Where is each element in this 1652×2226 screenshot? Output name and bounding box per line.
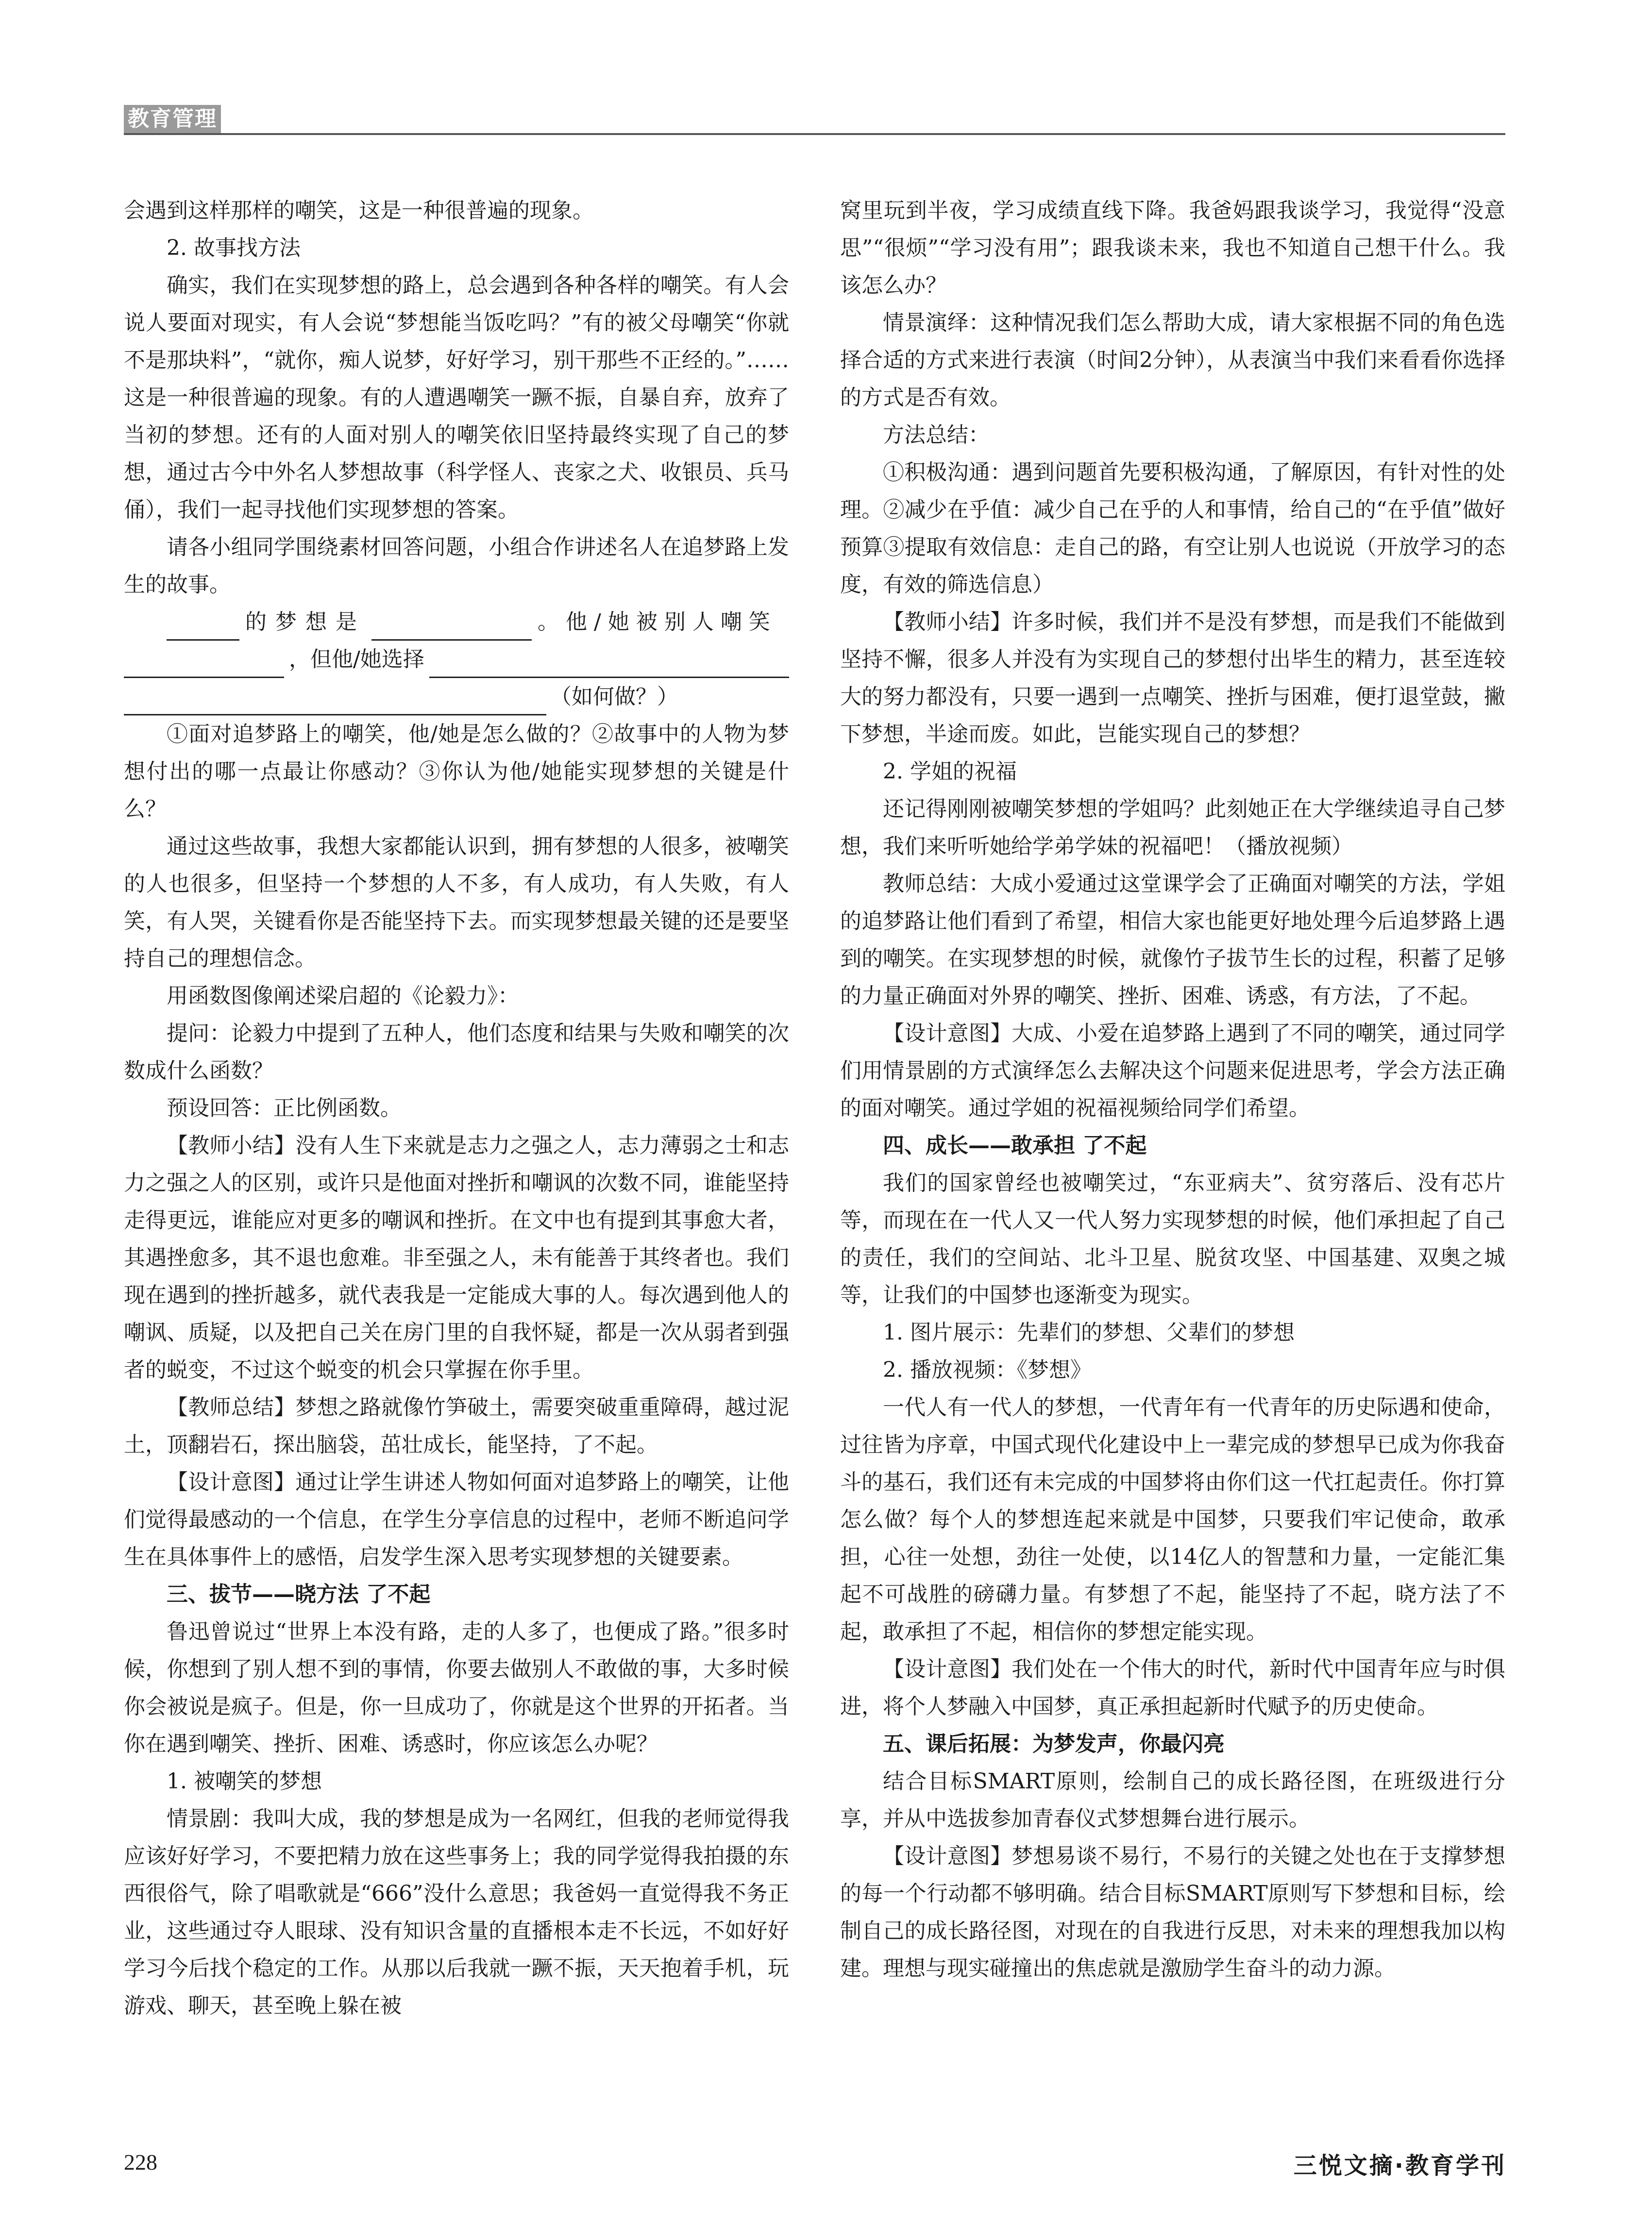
fill-in-line-2 <box>124 641 789 678</box>
paragraph: 【设计意图】大成、小爱在追梦路上遇到了不同的嘲笑，通过同学们用情景剧的方式演绎怎么去解决这个问题来促进思考，学会方法正确的面对嘲笑。通过学姐的祝福视频给同学们希望。 <box>840 1021 1505 1121</box>
paragraph: 方法总结： <box>883 423 990 447</box>
subheading: 1. 被嘲笑的梦想 <box>167 1769 322 1794</box>
paragraph: 【教师小结】没有人生下来就是志力之强之人，志力薄弱之士和志力之强之人的区别，或许只是他面对挫折和嘲讽的次数不同，谁能坚持走得更远，谁能应对更多的嘲讽和挫折。在文中也有提到其事愈大者，其遇挫愈多，其不退也愈难。非至强之人，未有能善于其终者也。我们现在遇到的挫折越多，就代表我是一定能成大事的人。每次遇到他人的嘲讽、质疑，以及把自己关在房门里的自我怀疑，都是一次从弱者到强者的蜕变，不过这个蜕变的机会只掌握在你手里。 <box>124 1133 789 1382</box>
paragraph: 【教师小结】许多时候，我们并不是没有梦想，而是我们不能做到坚持不懈，很多人并没有为实现自己的梦想付出毕生的精力，甚至连较大的努力都没有，只要一遇到一点嘲笑、挫折与困难，便打退堂鼓，撇下梦想，半途而废。如此，岂能实现自己的梦想？ <box>840 610 1505 747</box>
blank-line <box>167 614 239 641</box>
paragraph: 鲁迅曾说过“世界上本没有路，走的人多了，也便成了路。”很多时候，你想到了别人想不到的事情，你要去做别人不敢做的事，大多时候你会被说是疯子。但是，你一旦成功了，你就是这个世界的开拓者。当你在遇到嘲笑、挫折、困难、诱惑时，你应该怎么办呢？ <box>124 1619 789 1756</box>
paragraph: 会遇到这样那样的嘲笑，这是一种很普遍的现象。 <box>124 198 594 223</box>
subheading: 2. 学姐的祝福 <box>883 759 1017 784</box>
left-column <box>124 192 789 2024</box>
fill-text: （如何做？） <box>550 684 678 709</box>
paragraph: ①积极沟通：遇到问题首先要积极沟通，了解原因，有针对性的处理。②减少在乎值：减少自己在乎的人和事情，给自己的“在乎值”做好预算③提取有效信息：走自己的路，有空让别人也说说（开放学习的态度，有效的筛选信息） <box>840 460 1505 597</box>
section-label: 教育管理 <box>124 105 221 133</box>
blank-line <box>371 614 532 641</box>
paragraph: 一代人有一代人的梦想，一代青年有一代青年的历史际遇和使命，过往皆为序章，中国式现代化建设中上一辈完成的梦想早已成为你我奋斗的基石，我们还有未完成的中国梦将由你们这一代扛起责任。你打算怎么做？每个人的梦想连起来就是中国梦，只要我们牢记使命，敢承担，心往一处想，劲往一处使，以14亿人的智慧和力量，一定能汇集起不可战胜的磅礴力量。有梦想了不起，能坚持了不起，晓方法了不起，敢承担了不起，相信你的梦想定能实现。 <box>840 1395 1505 1644</box>
paragraph: 还记得刚刚被嘲笑梦想的学姐吗？此刻她正在大学继续追寻自己梦想，我们来听听她给学弟学妹的祝福吧！（播放视频） <box>840 797 1505 859</box>
paragraph: 确实，我们在实现梦想的路上，总会遇到各种各样的嘲笑。有人会说人要面对现实，有人会说“梦想能当饭吃吗？”有的被父母嘲笑“你就不是那块料”，“就你，痴人说梦，好好学习，别干那些不正经的。”……这是一种很普遍的现象。有的人遭遇嘲笑一蹶不振，自暴自弃，放弃了当初的梦想。还有的人面对别人的嘲笑依旧坚持最终实现了自己的梦想，通过古今中外名人梦想故事（科学怪人、丧家之犬、收银员、兵马俑），我们一起寻找他们实现梦想的答案。 <box>124 273 789 522</box>
paragraph: 情景演绎：这种情况我们怎么帮助大成，请大家根据不同的角色选择合适的方式来进行表演（时间2分钟），从表演当中我们来看看你选择的方式是否有效。 <box>840 310 1505 410</box>
fill-text: 的梦想是 <box>245 610 366 634</box>
section-heading: 五、课后拓展：为梦发声，你最闪亮 <box>883 1732 1225 1756</box>
journal-name: 三悦文摘·教育学刊 <box>1293 2152 1506 2179</box>
paragraph: 结合目标SMART原则，绘制自己的成长路径图，在班级进行分享，并从中选拔参加青春仪式梦想舞台进行展示。 <box>840 1769 1505 1831</box>
paragraph: 【设计意图】通过让学生讲述人物如何面对追梦路上的嘲笑，让他们觉得最感动的一个信息，在学生分享信息的过程中，老师不断追问学生在具体事件上的感悟，启发学生深入思考实现梦想的关键要素。 <box>124 1470 789 1569</box>
section-heading: 三、拔节——晓方法 了不起 <box>167 1582 431 1607</box>
fill-text: ，但他/她选择 <box>289 647 424 672</box>
paragraph: 窝里玩到半夜，学习成绩直线下降。我爸妈跟我谈学习，我觉得“没意思”“很烦”“学习没有用”；跟我谈未来，我也不知道自己想干什么。我该怎么办？ <box>840 198 1505 298</box>
blank-line <box>124 651 284 678</box>
fill-in-line-1 <box>124 603 789 641</box>
paragraph: 【教师总结】梦想之路就像竹笋破土，需要突破重重障碍，越过泥土，顶翻岩石，探出脑袋，茁壮成长，能坚持，了不起。 <box>124 1395 789 1457</box>
paragraph: 我们的国家曾经也被嘲笑过，“东亚病夫”、贫穷落后、没有芯片等，而现在在一代人又一代人努力实现梦想的时候，他们承担起了自己的责任，我们的空间站、北斗卫星、脱贫攻坚、中国基建、双奥之城等，让我们的中国梦也逐渐变为现实。 <box>840 1171 1505 1308</box>
paragraph: ①面对追梦路上的嘲笑，他/她是怎么做的？②故事中的人物为梦想付出的哪一点最让你感动？③你认为他/她能实现梦想的关键是什么？ <box>124 722 789 821</box>
paragraph: 【设计意图】梦想易谈不易行，不易行的关键之处也在于支撑梦想的每一个行动都不够明确。结合目标SMART原则写下梦想和目标，绘制自己的成长路径图，对现在的自我进行反思，对未来的理想我加以构建。理想与现实碰撞出的焦虑就是激励学生奋斗的动力源。 <box>840 1844 1505 1981</box>
paragraph: 请各小组同学围绕素材回答问题，小组合作讲述名人在追梦路上发生的故事。 <box>124 535 789 597</box>
page-header <box>124 105 1505 134</box>
paragraph: 提问：论毅力中提到了五种人，他们态度和结果与失败和嘲笑的次数成什么函数？ <box>124 1021 789 1083</box>
fill-text: 。他/她被别人嘲笑 <box>538 610 777 634</box>
header-rule <box>124 133 1505 135</box>
paragraph: 预设回答：正比例函数。 <box>167 1096 402 1121</box>
paragraph: 1. 图片展示：先辈们的梦想、父辈们的梦想 <box>883 1320 1295 1345</box>
paragraph: 情景剧：我叫大成，我的梦想是成为一名网红，但我的老师觉得我应该好好学习，不要把精力放在这些事务上；我的同学觉得我拍摄的东西很俗气，除了唱歌就是“666”没什么意思；我爸妈一直觉得我不务正业，这些通过夺人眼球、没有知识含量的直播根本走不长远，不如好好学习今后找个稳定的工作。从那以后我就一蹶不振，天天抱着手机，玩游戏、聊天，甚至晚上躲在被 <box>124 1806 789 2018</box>
paragraph: 用函数图像阐述梁启超的《论毅力》： <box>167 984 519 1008</box>
blank-line <box>429 651 789 678</box>
blank-line <box>124 689 546 715</box>
paragraph: 通过这些故事，我想大家都能认识到，拥有梦想的人很多，被嘲笑的人也很多，但坚持一个梦想的人不多，有人成功，有人失败，有人笑，有人哭，关键看你是否能坚持下去。而实现梦想最关键的还是要坚持自己的理想信念。 <box>124 834 789 971</box>
page-number: 228 <box>124 2150 157 2175</box>
right-column <box>840 192 1505 1987</box>
section-heading: 四、成长——敢承担 了不起 <box>883 1133 1147 1158</box>
fill-in-line-3 <box>124 678 789 715</box>
paragraph: 教师总结：大成小爱通过这堂课学会了正确面对嘲笑的方法，学姐的追梦路让他们看到了希望，相信大家也能更好地处理今后追梦路上遇到的嘲笑。在实现梦想的时候，就像竹子拔节生长的过程，积蓄了足够的力量正确面对外界的嘲笑、挫折、困难、诱惑，有方法，了不起。 <box>840 871 1505 1008</box>
paragraph: 2. 播放视频：《梦想》 <box>883 1358 1092 1382</box>
subheading: 2. 故事找方法 <box>167 236 301 260</box>
paragraph: 【设计意图】我们处在一个伟大的时代，新时代中国青年应与时俱进，将个人梦融入中国梦，真正承担起新时代赋予的历史使命。 <box>840 1657 1505 1719</box>
